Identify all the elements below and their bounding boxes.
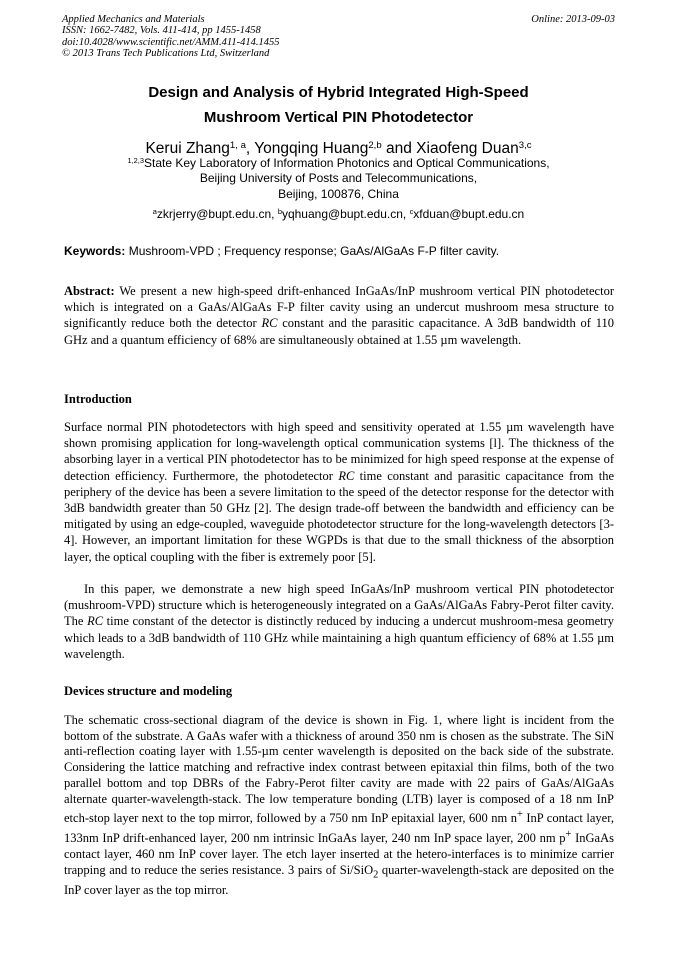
section-heading-introduction: Introduction [64, 392, 132, 406]
introduction-paragraph-2 [64, 581, 614, 662]
doping-mark: + [565, 829, 572, 841]
issn-line: ISSN: 1662-7482, Vols. 411-414, pp 1455-1458 [62, 25, 261, 37]
email-address[interactable]: xfduan@bupt.edu.cn [413, 207, 525, 221]
doping-mark: + [517, 809, 523, 821]
rc-italic: RC [338, 468, 355, 483]
abstract-text: We present a new high-speed drift-enhanced InGaAs/InP mushroom vertical PIN photodetector which is integrated on a GaAs/AlGaAs F-P filter cavity using an undercut mushroom mesa structure to significantly reduce both the detector [64, 284, 614, 331]
email-mark: a [152, 206, 157, 216]
author-affiliation-mark: 3,c [518, 139, 532, 151]
journal-header [62, 14, 422, 60]
keywords [64, 244, 624, 259]
author-affiliation-mark: 1, a [229, 139, 246, 151]
affiliation-mark: 1,2,3 [127, 155, 144, 165]
keywords-label: Keywords: [64, 244, 126, 258]
author-name: Xiaofeng Duan [416, 140, 519, 157]
email-mark: c [409, 206, 414, 216]
paragraph-text: The schematic cross-sectional diagram of the device is shown in Fig. 1, where light is incident from the bottom of the substrate. A GaAs wafer with a thickness of around 350 nm is chosen as the substrate. The SiN anti-reflection coating layer with 1.55-µm center wavelength is deposited on the back side of the substrate. Considering the lattice matching and refractive index contrast between epitaxial thin films, both of the two parallel bottom and top DBRs of the Fabry-Perot filter cavity are made with 22 pairs of GaAs/AlGaAs alternate quarter-wavelength-stack. The low temperature bonding (LTB) layer is composed of a 18 nm InP etch-stop layer next to the top mirror, followed by a 750 nm InP epitaxial layer, 600 nm n [64, 713, 614, 826]
paragraph-text: quarter-wavelength-stack are deposited on the InP cover layer as the top mirror. [64, 862, 614, 897]
copyright-line: © 2013 Trans Tech Publications Ltd, Switzerland [62, 48, 270, 60]
keywords-text: Mushroom-VPD ; Frequency response; GaAs/AlGaAs F-P filter cavity. [125, 244, 500, 258]
abstract-label: Abstract: [64, 284, 115, 298]
email-separator: , [402, 207, 410, 221]
email-address[interactable]: yqhuang@bupt.edu.cn [281, 207, 403, 221]
author-affiliation-mark: 2,b [368, 139, 382, 151]
affiliation-line-2: Beijing University of Posts and Telecommunications, [199, 171, 478, 186]
title-line-2: Mushroom Vertical PIN Photodetector [203, 109, 474, 126]
email-mark: b [277, 206, 282, 216]
affiliation-line-1 [62, 156, 615, 171]
paragraph-text: time constant and parasitic capacitance from the periphery of the device has been a severe limitation to the speed of the detector response for the detector with 3dB bandwidth greater than 50 GHz [2]. The design trade-off between the bandwidth and efficiency can be mitigated by using an edge-coupled, waveguide photodetector structure for the long-wavelength detectors [3-4]. However, an important limitation for these WGPDs is that due to the small thickness of the absorption layer, the optical coupling with the fiber is extremely poor [5]. [64, 468, 614, 564]
devices-paragraph [64, 713, 614, 899]
affiliation [62, 156, 615, 202]
author-separator: and [381, 140, 417, 157]
affiliation-line-3: Beijing, 100876, China [278, 186, 399, 201]
journal-name: Applied Mechanics and Materials [62, 14, 205, 25]
paragraph-text: InP contact layer, 133nm InP drift-enhanced layer, 200 nm intrinsic InGaAs layer, 240 nm InP space layer, 200 nm p [64, 811, 614, 846]
author-name: Yongqing Huang [254, 140, 369, 157]
email-list [62, 207, 615, 222]
title-line-1: Design and Analysis of Hybrid Integrated High-Speed [148, 84, 529, 101]
section-heading-devices: Devices structure and modeling [64, 684, 233, 698]
online-date: Online: 2013-09-03 [531, 14, 615, 25]
paragraph-text: InGaAs contact layer, 460 nm InP cover layer. The etch layer inserted at the hetero-interfaces is to minimize carrier trapping and to reduce the series resistance. 3 pairs of Si/SiO [64, 831, 614, 877]
paper-title [62, 80, 615, 130]
paragraph-text: time constant of the detector is distinctly reduced by inducing a undercut mushroom-mesa geometry which leads to a 3dB bandwidth of 110 GHz while maintaining a high quantum efficiency of 68% at 1.55 µm wavelength. [64, 614, 615, 661]
affiliation-text: State Key Laboratory of Information Photonics and Optical Communications, [144, 156, 550, 170]
abstract-text: constant and the parasitic capacitance. A 3dB bandwidth of 110 GHz and a quantum efficiency of 68% are simultaneously obtained at 1.55 µm wavelength. [64, 316, 614, 347]
email-separator: , [271, 207, 278, 221]
author-name: Kerui Zhang [145, 140, 230, 157]
paragraph-text: In this paper, we demonstrate a new high speed InGaAs/InP mushroom vertical PIN photodetector (mushroom-VPD) structure which is heterogeneously integrated on a GaAs/AlGaAs Fabry-Perot filter cavity. The [64, 582, 614, 629]
email-address[interactable]: zkrjerry@bupt.edu.cn [156, 207, 272, 221]
rc-italic: RC [87, 614, 104, 629]
author-separator: , [245, 140, 255, 157]
doi-line[interactable]: doi:10.4028/www.scientific.net/AMM.411-414.1455 [62, 36, 280, 48]
introduction-paragraph-1 [64, 419, 614, 565]
abstract [64, 283, 614, 348]
abstract-rc: RC [261, 316, 278, 331]
paragraph-text: Surface normal PIN photodetectors with high speed and sensitivity operated at 1.55 µm wavelength have shown promising application for long-wavelength optical communication systems [l]. The thickness of the absorbing layer in a vertical PIN photodetector has to be minimized for high speed response at the expense of detection efficiency. Furthermore, the photodetector [64, 420, 614, 483]
subscript-2: 2 [373, 869, 379, 881]
